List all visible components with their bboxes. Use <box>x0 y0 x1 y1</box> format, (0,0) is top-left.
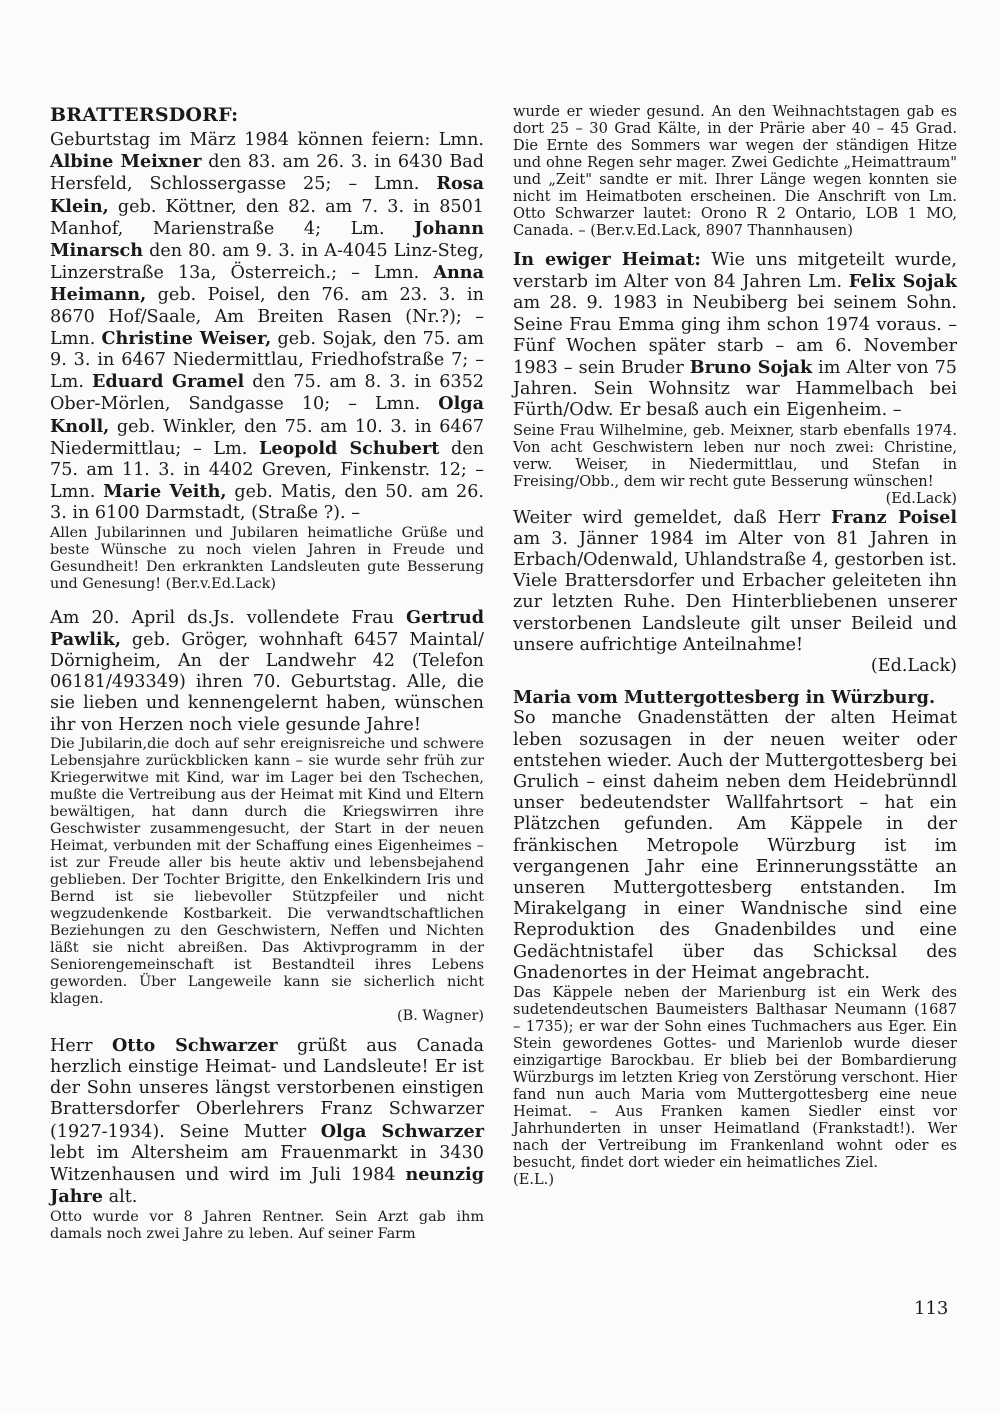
person-name: Gertrud Pawlik, <box>50 606 484 650</box>
poisel-paragraph: Weiter wird gemeldet, daß Herr Franz Poisel am 3. Jänner 1984 im Alter von 81 Jahren in Erbach/Odenwald, Uhlandstraße 4, gestorben ist. Viele Brattersdorfer und Erbacher geleiteten ihn zur letzten Ruhe. Den Hinterbliebenen unserer verstorbenen Landsleute gilt unser Beileid und unsere aufrichtige Anteilnahme! <box>513 506 958 655</box>
person-name: Albine Meixner <box>50 151 202 173</box>
person-name: Otto Schwarzer <box>111 1034 278 1056</box>
schwarzer-paragraph: Herr Otto Schwarzer grüßt aus Canada herzlich einstige Heimat- und Landsleute! Er ist der Sohn unseres längst verstorbenen einstigen Brattersdorfer Oberlehrers Franz Schwarzer (1927-1934). Seine Mutter Olga Schwarzer lebt im Altersheim am Frauenmarkt in 3430 Witzenhausen und wird im Juli 1984 neunzig Jahre alt. <box>50 1034 484 1208</box>
maria-body-paragraph: So manche Gnadenstätten der alten Heimat leben sozusagen in der neuen weiter oder entstehen wieder. Auch der Muttergottesberg bei Grulich – einst daheim neben dem Heidebrünndl unser bedeutendster Wallfahrtsort – hat ein Plätzchen gefunden. Am Käppele in der fränkischen Metropole Würzburg ist im vergangenen Jahr eine Erinnerungsstätte an unseren Muttergottesberg entstanden. Im Mirakelgang in einer Wandnische sind eine Reproduktion des Gnadenbildes und eine Gedächtnistafel über das Schicksal des Gnadenortes in der Heimat angebracht. <box>513 708 957 983</box>
maria-detail-paragraph: Das Käppele neben der Marienburg ist ein Werk des sudetendeutschen Baumeisters Balthasar Neumann (1687 – 1735); er war der Sohn eines Tuchmachers aus Eger. Ein Stein gewordenes Gottes- und Marienlob wurde dieser einzigartige Barockbau. Er blieb bei der Bombardierung Würzburgs im letzten Krieg von Zerstörung verschont. Hier fand nun auch Maria vom Muttergottesberg eine neue Heimat. – Aus Franken kamen Siedler einst vor Jahrhunderten in unser Heimatland (Frankstadt!). Wer nach der Vertreibung im Frankenland wohnt oder es besucht, findet dort wieder ein heimatliches Ziel. <box>513 984 957 1172</box>
person-name: Eduard Gramel <box>92 371 245 393</box>
maria-title: Maria vom Muttergottesberg in Würzburg. <box>513 687 936 709</box>
schwarzer-detail-paragraph: Otto wurde vor 8 Jahren Rentner. Sein Arzt gab ihm damals noch zwei Jahre zu leben. Auf seiner Farm <box>50 1208 484 1242</box>
person-name: Felix Sojak <box>848 271 957 293</box>
section-heading-brattersdorf: BRATTERSDORF: <box>50 104 239 126</box>
signature: (B. Wagner) <box>397 1007 484 1024</box>
pawlik-paragraph: Am 20. April ds.Js. vollendete Frau Gertrud Pawlik, geb. Gröger, wohnhaft 6457 Maintal/ Dörnigheim, An der Landwehr 42 (Telefon 06181/493349) ihren 70. Geburtstag. Alle, die sie lieben und kennengelernt haben, wünschen ihr von Herzen noch viele gesunde Jahre! <box>50 606 484 735</box>
spacer <box>50 593 484 607</box>
person-name: Franz Poisel <box>831 506 958 528</box>
schwarzer-detail-continued: wurde er wieder gesund. An den Weihnachtstagen gab es dort 25 – 30 Grad Kälte, in der Prärie aber 40 – 45 Grad. Die Ernte des Sommers war wegen der ständigen Hitze und ohne Regen sehr mager. Zwei Gedichte „Heimattraum" und „Zeit" sandte er mit. Ihrer Länge wegen konnten sie nicht im Heimatboten erscheinen. Die Anschrift von Lm. Otto Schwarzer lautet: Orono R 2 Ontario, LOB 1 MO, Canada. – (Ber.v.Ed.Lack, 8907 Thannhausen) <box>513 103 957 239</box>
emphasis: neunzig Jahre <box>50 1164 484 1208</box>
person-name: Rosa Klein, <box>50 173 484 217</box>
person-name: Leopold Schubert <box>258 437 440 459</box>
person-name: Olga Knoll, <box>50 393 484 437</box>
signature: (E.L.) <box>513 1171 555 1189</box>
signature: (Ed.Lack) <box>885 489 957 507</box>
spacer <box>513 677 957 687</box>
person-name: Christine Weiser, <box>101 327 272 349</box>
person-name: Marie Veith, <box>103 481 227 503</box>
obituary-detail-paragraph: Seine Frau Wilhelmine, geb. Meixner, starb ebenfalls 1974. Von acht Geschwistern leben nur noch zwei: Christine, verw. Weiser, in Niedermittlau, und Stefan in Freising/Obb., dem wir recht gute Besserung wünschen! <box>513 421 957 490</box>
greeting-paragraph: Allen Jubilarinnen und Jubilaren heimatliche Grüße und beste Wünsche zu noch vielen Jahren in Freude und Gesundheit! Den erkrankten Landsleuten gute Besserung und Genesung! (Ber.v.Ed.Lack) <box>50 524 484 592</box>
person-name: Anna Heimann, <box>50 262 484 306</box>
right-column <box>513 103 957 1188</box>
birthday-list: Geburtstag im März 1984 können feiern: Lmn. Albine Meixner den 83. am 26. 3. in 6430 Bad Hersfeld, Schlossergasse 25; – Lmn. Rosa Klein, geb. Köttner, den 82. am 7. 3. in 8501 Manhof, Marienstraße 4; Lm. Johann Minarsch den 80. am 9. 3. in A-4045 Linz-Steg, Linzerstraße 13a, Österreich.; – Lmn. Anna Heimann, geb. Poisel, den 76. am 23. 3. in 8670 Hof/Saale, Am Breiten Rasen (Nr.?); – Lmn. Christine Weiser, geb. Sojak, den 75. am 9. 3. in 6467 Niedermittlau, Friedhofstraße 7; – Lm. Eduard Gramel den 75. am 8. 3. in 6352 Ober-Mörlen, Sandgasse 10; – Lmn. Olga Knoll, geb. Winkler, den 75. am 10. 3. in 6467 Niedermittlau; – Lm. Leopold Schubert den 75. am 11. 3. in 4402 Greven, Finkenstr. 12; – Lmn. Marie Veith, geb. Matis, den 50. am 26. 3. in 6100 Darmstadt, (Straße ?). – <box>50 130 485 524</box>
person-name: Johann Minarsch <box>50 217 484 262</box>
signature: (Ed.Lack) <box>870 656 957 677</box>
spacer <box>50 1025 484 1035</box>
person-name: Bruno Sojak <box>689 357 813 379</box>
section-label: In ewiger Heimat: <box>513 249 701 270</box>
obituary-paragraph: In ewiger Heimat: Wie uns mitgeteilt wurde, verstarb im Alter von 84 Jahren Lm. Felix Sojak am 28. 9. 1983 in Neubiberg bei seinem Sohn. Seine Frau Emma ging ihm schon 1974 voraus. – Fünf Wochen später starb – am 6. November 1983 – sein Bruder Bruno Sojak im Alter von 75 Jahren. Sein Wohnsitz war Hammelbach bei Fürth/Odw. Er besaß auch ein Eigenheim. – <box>513 249 957 421</box>
spacer <box>513 239 957 249</box>
pawlik-detail-paragraph: Die Jubilarin,die doch auf sehr ereignisreiche und schwere Lebensjahre zurückblicken kann – sie wurde sehr früh zur Kriegerwitwe mit Kind, war im Lager bei den Tschechen, mußte die Vertreibung aus der Heimat mit Kind und Eltern bewältigen, hat dann durch die Kriegswirren ihre Geschwister zusammengesucht, der Start in der neuen Heimat, verbunden mit der Schaffung eines Eigenheimes – ist zur Freude aller bis heute aktiv und lebensbejahend geblieben. Der Tochter Brigitte, den Enkelkindern Iris und Bernd ist sie liebevoller Stützpfeiler und nicht wegzudenkende Kostbarkeit. Die verwandtschaftlichen Beziehungen zu den Geschwistern, Neffen und Nichten läßt sie nicht abreißen. Das Aktivprogramm in der Seniorengemeinschaft ist Bestandteil ihres Lebens geworden. Über Langeweile kann sie sicherlich nicht klagen. <box>50 735 484 1007</box>
person-name: Olga Schwarzer <box>320 1120 484 1142</box>
left-column <box>50 103 484 1243</box>
page-number: 113 <box>914 1298 949 1319</box>
